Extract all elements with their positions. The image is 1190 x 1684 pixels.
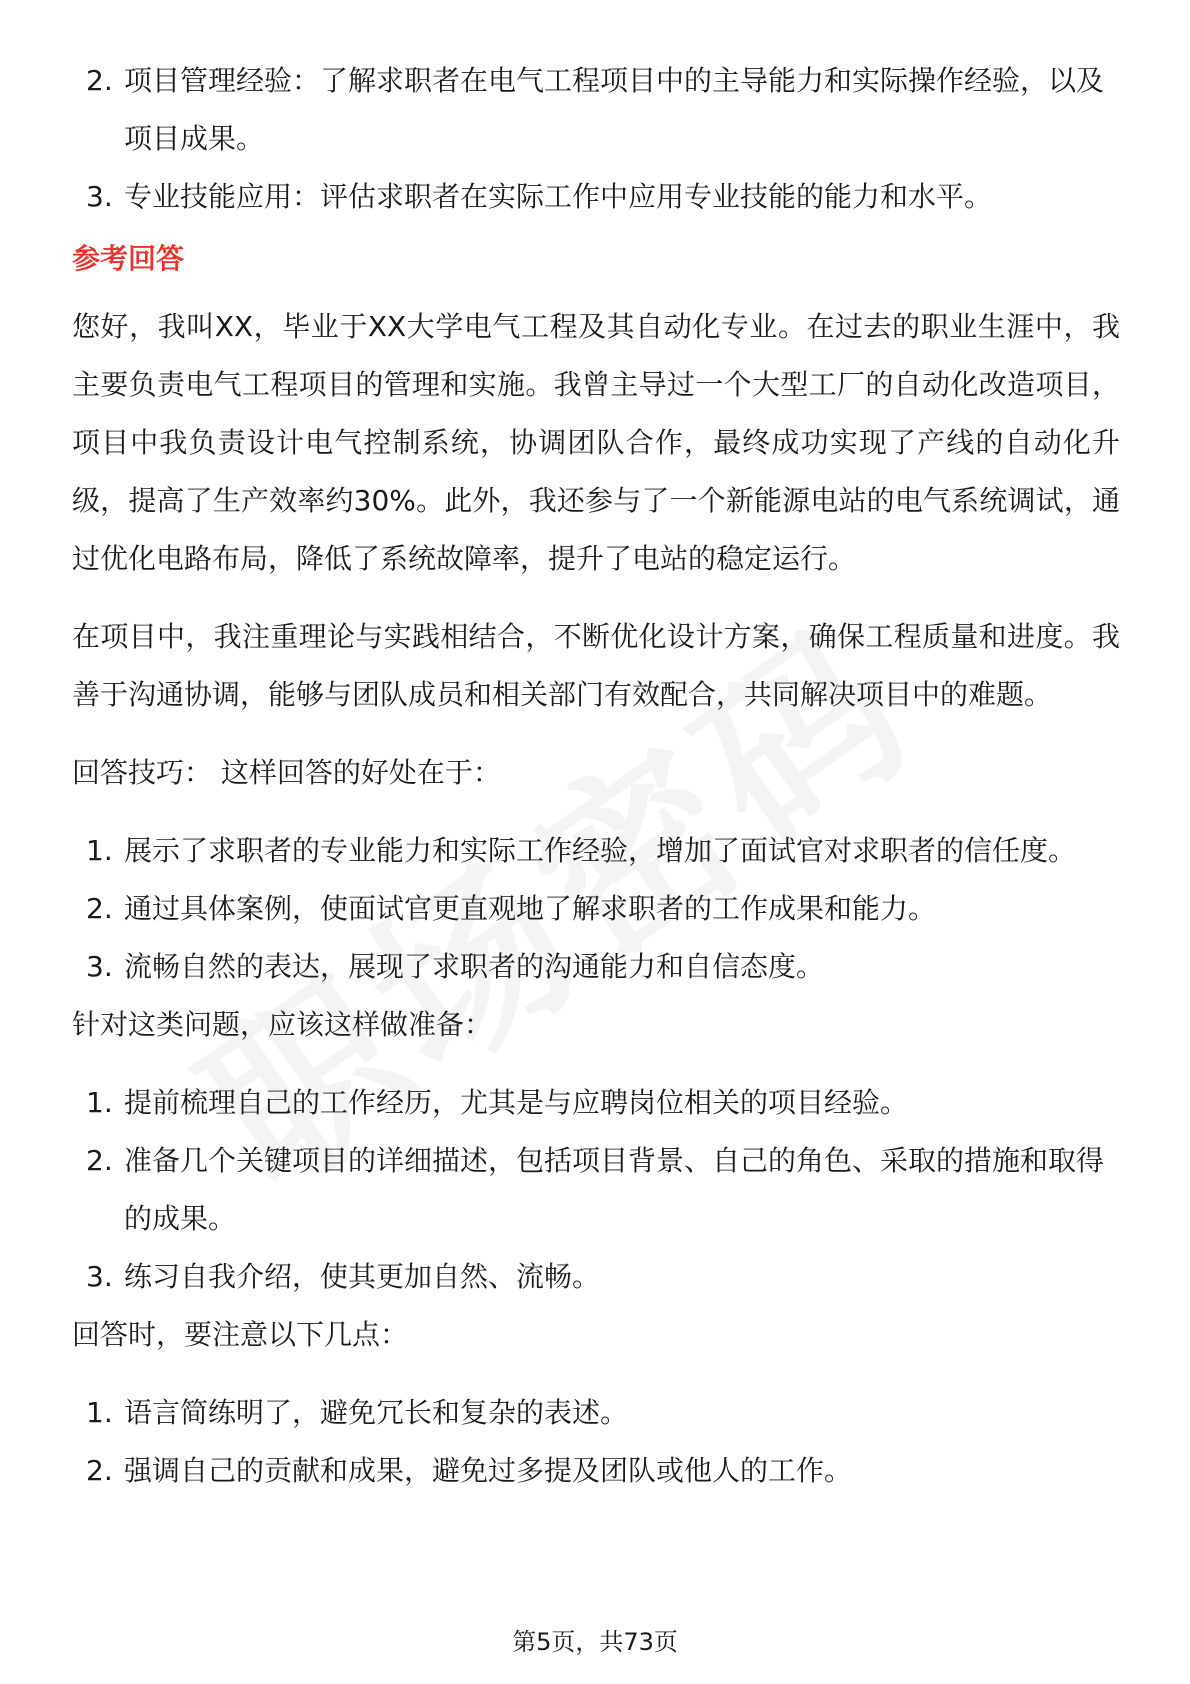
document-page — [72, 52, 1120, 1500]
answer-paragraph-1: 您好，我叫XX，毕业于XX大学电气工程及其自动化专业。在过去的职业生涯中，我主要负责电气工程项目的管理和实施。我曾主导过一个大型工厂的自动化改造项目，项目中我负责设计电气控制系统，协调团队合作，最终成功实现了产线的自动化升级，提高了生产效率约30%。此外，我还参与了一个新能源电站的电气系统调试，通过优化电路布局，降低了系统故障率，提升了电站的稳定运行。 — [72, 310, 1120, 575]
list-item-text: 展示了求职者的专业能力和实际工作经验，增加了面试官对求职者的信任度。 — [124, 834, 1077, 867]
prep-heading: 针对这类问题，应该这样做准备： — [72, 1008, 493, 1041]
list-number: 3. — [86, 950, 113, 983]
notes-heading: 回答时，要注意以下几点： — [72, 1318, 409, 1351]
list-item — [72, 52, 1120, 168]
notes-list — [72, 1384, 1120, 1500]
list-item — [72, 1132, 1120, 1248]
list-number: 1. — [86, 1396, 113, 1429]
list-item — [72, 938, 1120, 996]
list-item-text: 流畅自然的表达，展现了求职者的沟通能力和自信态度。 — [124, 950, 825, 983]
list-item — [72, 1384, 1120, 1442]
evaluation-points-list — [72, 52, 1120, 226]
reference-answer-title: 参考回答 — [72, 242, 185, 275]
list-item-text: 强调自己的贡献和成果，避免过多提及团队或他人的工作。 — [124, 1454, 853, 1487]
list-number: 1. — [86, 834, 113, 867]
list-number: 2. — [86, 892, 113, 925]
list-item-text: 项目管理经验：了解求职者在电气工程项目中的主导能力和实际操作经验，以及项目成果。 — [124, 64, 1105, 155]
list-item — [72, 1442, 1120, 1500]
tips-list — [72, 822, 1120, 996]
list-number: 2. — [86, 1454, 113, 1487]
list-item-text: 通过具体案例，使面试官更直观地了解求职者的工作成果和能力。 — [124, 892, 937, 925]
list-item — [72, 168, 1120, 226]
list-item-text: 语言简练明了，避免冗长和复杂的表述。 — [124, 1396, 629, 1429]
list-item-text: 提前梳理自己的工作经历，尤其是与应聘岗位相关的项目经验。 — [124, 1086, 909, 1119]
list-item — [72, 1074, 1120, 1132]
list-number: 2. — [86, 1144, 113, 1177]
list-number: 3. — [86, 180, 113, 213]
list-item-text: 专业技能应用：评估求职者在实际工作中应用专业技能的能力和水平。 — [124, 180, 993, 213]
list-number: 2. — [86, 64, 113, 97]
list-item — [72, 880, 1120, 938]
list-item — [72, 1248, 1120, 1306]
page-footer: 第5页，共73页 — [512, 1628, 678, 1656]
list-number: 3. — [86, 1260, 113, 1293]
prep-list — [72, 1074, 1120, 1306]
list-item-text: 准备几个关键项目的详细描述，包括项目背景、自己的角色、采取的措施和取得的成果。 — [124, 1144, 1105, 1235]
answer-paragraph-2: 在项目中，我注重理论与实践相结合，不断优化设计方案，确保工程质量和进度。我善于沟通协调，能够与团队成员和相关部门有效配合，共同解决项目中的难题。 — [72, 620, 1120, 711]
list-item-text: 练习自我介绍，使其更加自然、流畅。 — [124, 1260, 601, 1293]
list-number: 1. — [86, 1086, 113, 1119]
list-item — [72, 822, 1120, 880]
tips-heading: 回答技巧： 这样回答的好处在于： — [72, 756, 501, 789]
